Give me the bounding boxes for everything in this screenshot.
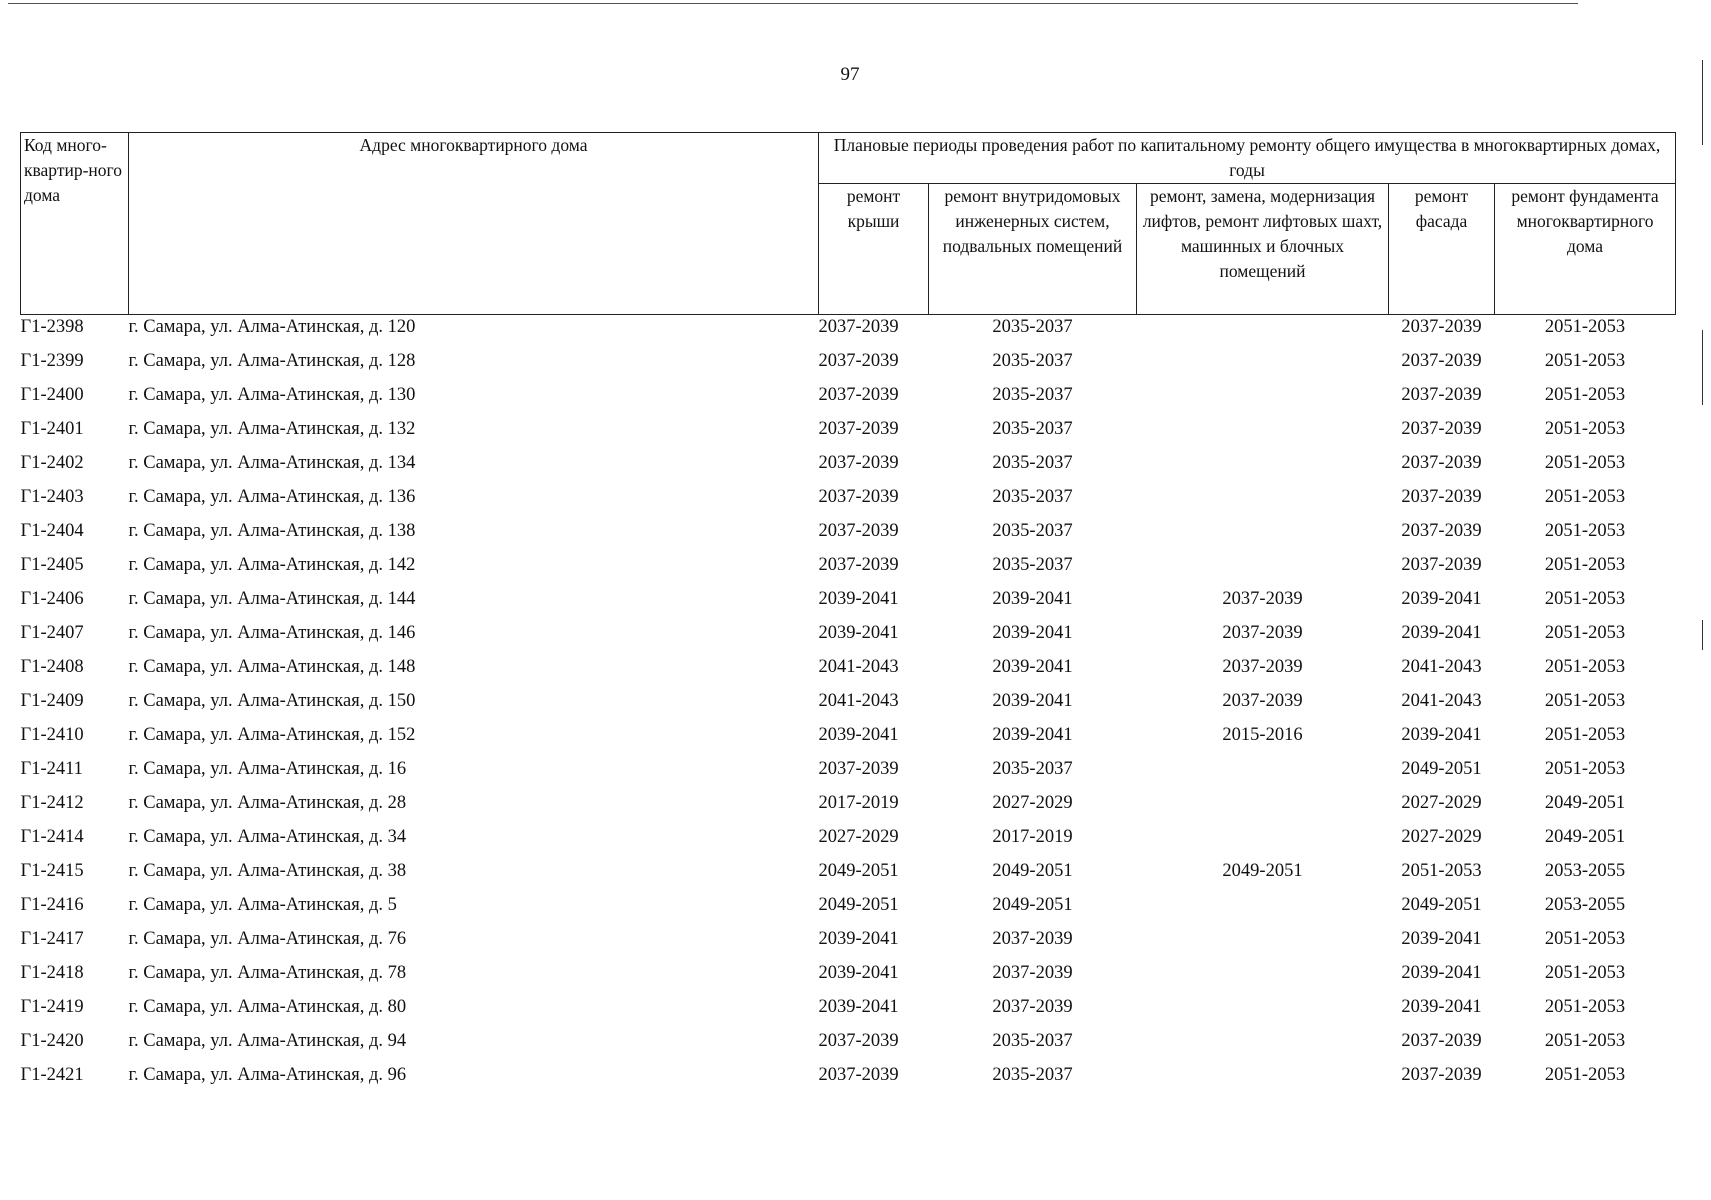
table-row: [21, 417, 1676, 451]
cell-lifts: [1137, 961, 1389, 995]
cell-roof: 2041-2043: [818, 657, 899, 677]
table-row: [21, 961, 1676, 995]
cell-facade: 2039-2041: [1401, 623, 1482, 643]
cell-engineering: 2049-2051: [992, 861, 1073, 881]
cell-lifts: [1137, 757, 1389, 791]
cell-facade: 2037-2039: [1401, 521, 1482, 541]
cell-engineering: 2027-2029: [992, 793, 1073, 813]
cell-foundation: 2051-2053: [1544, 1065, 1626, 1085]
cell-lifts: [1137, 485, 1389, 519]
header-facade: ремонт фасада: [1389, 184, 1495, 315]
cell-engineering: 2035-2037: [992, 555, 1073, 575]
cell-facade: 2039-2041: [1401, 963, 1482, 983]
cell-foundation: 2053-2055: [1544, 895, 1626, 915]
table-row: [21, 519, 1676, 553]
table-row: [21, 1029, 1676, 1063]
cell-facade: 2037-2039: [1401, 1031, 1482, 1051]
cell-address: г. Самара, ул. Алма-Атинская, д. 5: [128, 895, 397, 915]
cell-address: г. Самара, ул. Алма-Атинская, д. 150: [128, 691, 416, 711]
cell-roof: 2037-2039: [818, 419, 899, 439]
cell-engineering: 2039-2041: [992, 725, 1073, 745]
cell-facade: 2037-2039: [1401, 419, 1482, 439]
scan-edge-mark: [1702, 620, 1703, 650]
table-row: [21, 689, 1676, 723]
cell-lifts: 2015-2016: [1222, 725, 1303, 745]
cell-code: Г1-2414: [20, 827, 84, 847]
cell-code: Г1-2398: [20, 317, 84, 337]
cell-lifts: [1137, 1063, 1389, 1097]
cell-roof: 2037-2039: [818, 351, 899, 371]
table-row: [21, 927, 1676, 961]
cell-roof: 2049-2051: [818, 861, 899, 881]
cell-engineering: 2035-2037: [992, 351, 1073, 371]
table-row: [21, 825, 1676, 859]
cell-facade: 2039-2041: [1401, 589, 1482, 609]
cell-engineering: 2037-2039: [992, 963, 1073, 983]
cell-roof: 2027-2029: [818, 827, 899, 847]
cell-lifts: 2049-2051: [1222, 861, 1303, 881]
table-row: [21, 995, 1676, 1029]
cell-facade: 2039-2041: [1401, 997, 1482, 1017]
cell-engineering: 2035-2037: [992, 521, 1073, 541]
cell-address: г. Самара, ул. Алма-Атинская, д. 152: [128, 725, 416, 745]
cell-lifts: [1137, 451, 1389, 485]
cell-lifts: [1137, 383, 1389, 417]
cell-code: Г1-2409: [20, 691, 84, 711]
cell-facade: 2049-2051: [1401, 895, 1482, 915]
cell-code: Г1-2405: [20, 555, 84, 575]
cell-foundation: 2051-2053: [1544, 997, 1626, 1017]
cell-code: Г1-2407: [20, 623, 84, 643]
cell-address: г. Самара, ул. Алма-Атинская, д. 134: [128, 453, 416, 473]
cell-address: г. Самара, ул. Алма-Атинская, д. 128: [128, 351, 416, 371]
repair-schedule-table: [20, 132, 1676, 1097]
table-row: [21, 1063, 1676, 1097]
cell-roof: 2039-2041: [818, 929, 899, 949]
table-row: [21, 893, 1676, 927]
cell-code: Г1-2417: [20, 929, 84, 949]
cell-code: Г1-2418: [20, 963, 84, 983]
cell-facade: 2037-2039: [1401, 1065, 1482, 1085]
cell-foundation: 2053-2055: [1544, 861, 1626, 881]
cell-facade: 2039-2041: [1401, 929, 1482, 949]
cell-engineering: 2035-2037: [992, 759, 1073, 779]
cell-facade: 2027-2029: [1401, 827, 1482, 847]
cell-code: Г1-2421: [20, 1065, 84, 1085]
cell-engineering: 2037-2039: [992, 997, 1073, 1017]
cell-address: г. Самара, ул. Алма-Атинская, д. 142: [128, 555, 416, 575]
cell-code: Г1-2416: [20, 895, 84, 915]
header-foundation: ремонт фундамента многоквартирного дома: [1495, 184, 1676, 315]
table-row: [21, 791, 1676, 825]
cell-address: г. Самара, ул. Алма-Атинская, д. 148: [128, 657, 416, 677]
cell-foundation: 2051-2053: [1544, 963, 1626, 983]
cell-roof: 2037-2039: [818, 317, 899, 337]
header-code: Код много-квартир-ного дома: [21, 133, 129, 315]
cell-engineering: 2035-2037: [992, 419, 1073, 439]
cell-facade: 2037-2039: [1401, 453, 1482, 473]
cell-engineering: 2039-2041: [992, 657, 1073, 677]
cell-lifts: [1137, 417, 1389, 451]
table-row: [21, 621, 1676, 655]
cell-lifts: [1137, 893, 1389, 927]
cell-roof: 2039-2041: [818, 623, 899, 643]
table-row: [21, 655, 1676, 689]
cell-facade: 2037-2039: [1401, 385, 1482, 405]
cell-foundation: 2051-2053: [1544, 555, 1626, 575]
cell-roof: 2041-2043: [818, 691, 899, 711]
table-row: [21, 757, 1676, 791]
cell-address: г. Самара, ул. Алма-Атинская, д. 144: [128, 589, 416, 609]
cell-code: Г1-2412: [20, 793, 84, 813]
cell-engineering: 2035-2037: [992, 317, 1073, 337]
cell-foundation: 2051-2053: [1544, 759, 1626, 779]
scan-edge-mark: [1702, 330, 1703, 405]
cell-roof: 2037-2039: [818, 453, 899, 473]
cell-engineering: 2035-2037: [992, 453, 1073, 473]
cell-foundation: 2051-2053: [1544, 691, 1626, 711]
cell-lifts: [1137, 315, 1389, 350]
cell-address: г. Самара, ул. Алма-Атинская, д. 34: [128, 827, 407, 847]
header-lifts: ремонт, замена, модернизация лифтов, ремонт лифтовых шахт, машинных и блочных помещений: [1137, 184, 1389, 315]
cell-lifts: 2037-2039: [1222, 623, 1303, 643]
cell-engineering: 2039-2041: [992, 589, 1073, 609]
cell-facade: 2041-2043: [1401, 691, 1482, 711]
cell-roof: 2037-2039: [818, 555, 899, 575]
cell-roof: 2049-2051: [818, 895, 899, 915]
cell-address: г. Самара, ул. Алма-Атинская, д. 94: [128, 1031, 407, 1051]
cell-engineering: 2039-2041: [992, 623, 1073, 643]
cell-foundation: 2051-2053: [1544, 929, 1626, 949]
cell-facade: 2037-2039: [1401, 351, 1482, 371]
scan-edge-mark: [1702, 60, 1703, 145]
cell-facade: 2039-2041: [1401, 725, 1482, 745]
cell-code: Г1-2410: [20, 725, 84, 745]
cell-facade: 2051-2053: [1401, 861, 1482, 881]
cell-address: г. Самара, ул. Алма-Атинская, д. 38: [128, 861, 407, 881]
cell-lifts: [1137, 1029, 1389, 1063]
cell-roof: 2039-2041: [818, 589, 899, 609]
table-row: [21, 587, 1676, 621]
table-row: [21, 485, 1676, 519]
table-row: [21, 859, 1676, 893]
page-number: 97: [840, 64, 860, 85]
table-row: [21, 451, 1676, 485]
cell-code: Г1-2400: [20, 385, 84, 405]
header-row-top: [21, 133, 1676, 184]
cell-foundation: 2051-2053: [1544, 487, 1626, 507]
table-row: [21, 383, 1676, 417]
cell-lifts: 2037-2039: [1222, 691, 1303, 711]
table-row: [21, 315, 1676, 350]
cell-foundation: 2049-2051: [1544, 793, 1626, 813]
header-address: Адрес многоквартирного дома: [129, 133, 819, 315]
cell-engineering: 2037-2039: [992, 929, 1073, 949]
cell-engineering: 2035-2037: [992, 1065, 1073, 1085]
cell-address: г. Самара, ул. Алма-Атинская, д. 96: [128, 1065, 407, 1085]
cell-lifts: [1137, 553, 1389, 587]
cell-code: Г1-2401: [20, 419, 84, 439]
cell-facade: 2041-2043: [1401, 657, 1482, 677]
cell-foundation: 2051-2053: [1544, 589, 1626, 609]
cell-code: Г1-2399: [20, 351, 84, 371]
table-body: [21, 315, 1676, 1098]
cell-facade: 2049-2051: [1401, 759, 1482, 779]
cell-facade: 2027-2029: [1401, 793, 1482, 813]
cell-facade: 2037-2039: [1401, 317, 1482, 337]
cell-engineering: 2035-2037: [992, 385, 1073, 405]
cell-foundation: 2051-2053: [1544, 419, 1626, 439]
cell-facade: 2037-2039: [1401, 555, 1482, 575]
cell-roof: 2037-2039: [818, 759, 899, 779]
cell-address: г. Самара, ул. Алма-Атинская, д. 78: [128, 963, 407, 983]
header-roof: ремонт крыши: [819, 184, 929, 315]
cell-code: Г1-2402: [20, 453, 84, 473]
cell-foundation: 2051-2053: [1544, 521, 1626, 541]
cell-lifts: [1137, 791, 1389, 825]
cell-foundation: 2051-2053: [1544, 351, 1626, 371]
cell-address: г. Самара, ул. Алма-Атинская, д. 138: [128, 521, 416, 541]
cell-address: г. Самара, ул. Алма-Атинская, д. 146: [128, 623, 416, 643]
cell-foundation: 2051-2053: [1544, 385, 1626, 405]
cell-code: Г1-2419: [20, 997, 84, 1017]
cell-foundation: 2051-2053: [1544, 453, 1626, 473]
cell-code: Г1-2403: [20, 487, 84, 507]
cell-roof: 2037-2039: [818, 487, 899, 507]
cell-engineering: 2035-2037: [992, 1031, 1073, 1051]
cell-roof: 2037-2039: [818, 1065, 899, 1085]
cell-code: Г1-2404: [20, 521, 84, 541]
cell-roof: 2017-2019: [818, 793, 899, 813]
cell-foundation: 2051-2053: [1544, 725, 1626, 745]
cell-lifts: 2037-2039: [1222, 657, 1303, 677]
cell-foundation: 2049-2051: [1544, 827, 1626, 847]
table-row: [21, 553, 1676, 587]
cell-engineering: 2049-2051: [992, 895, 1073, 915]
cell-address: г. Самара, ул. Алма-Атинская, д. 28: [128, 793, 407, 813]
cell-roof: 2039-2041: [818, 997, 899, 1017]
cell-address: г. Самара, ул. Алма-Атинская, д. 130: [128, 385, 416, 405]
cell-lifts: [1137, 995, 1389, 1029]
table-row: [21, 349, 1676, 383]
cell-engineering: 2039-2041: [992, 691, 1073, 711]
cell-roof: 2039-2041: [818, 963, 899, 983]
cell-address: г. Самара, ул. Алма-Атинская, д. 80: [128, 997, 407, 1017]
top-border-line: [8, 3, 1578, 4]
cell-lifts: 2037-2039: [1222, 589, 1303, 609]
cell-address: г. Самара, ул. Алма-Атинская, д. 132: [128, 419, 416, 439]
cell-address: г. Самара, ул. Алма-Атинская, д. 120: [128, 317, 416, 337]
cell-code: Г1-2415: [20, 861, 84, 881]
cell-foundation: 2051-2053: [1544, 657, 1626, 677]
cell-foundation: 2051-2053: [1544, 1031, 1626, 1051]
cell-code: Г1-2406: [20, 589, 84, 609]
cell-lifts: [1137, 349, 1389, 383]
cell-roof: 2037-2039: [818, 385, 899, 405]
cell-address: г. Самара, ул. Алма-Атинская, д. 76: [128, 929, 407, 949]
cell-engineering: 2017-2019: [992, 827, 1073, 847]
cell-roof: 2037-2039: [818, 521, 899, 541]
table-row: [21, 723, 1676, 757]
cell-address: г. Самара, ул. Алма-Атинская, д. 16: [128, 759, 407, 779]
cell-lifts: [1137, 927, 1389, 961]
cell-facade: 2037-2039: [1401, 487, 1482, 507]
cell-code: Г1-2420: [20, 1031, 84, 1051]
cell-roof: 2037-2039: [818, 1031, 899, 1051]
cell-address: г. Самара, ул. Алма-Атинская, д. 136: [128, 487, 416, 507]
cell-code: Г1-2408: [20, 657, 84, 677]
cell-lifts: [1137, 825, 1389, 859]
cell-engineering: 2035-2037: [992, 487, 1073, 507]
cell-code: Г1-2411: [20, 759, 83, 779]
cell-foundation: 2051-2053: [1544, 317, 1626, 337]
cell-lifts: [1137, 519, 1389, 553]
cell-foundation: 2051-2053: [1544, 623, 1626, 643]
header-engineering: ремонт внутридомовых инженерных систем, подвальных помещений: [929, 184, 1137, 315]
header-periods-group: Плановые периоды проведения работ по капитальному ремонту общего имущества в многоквартирных домах, годы: [819, 133, 1676, 184]
cell-roof: 2039-2041: [818, 725, 899, 745]
